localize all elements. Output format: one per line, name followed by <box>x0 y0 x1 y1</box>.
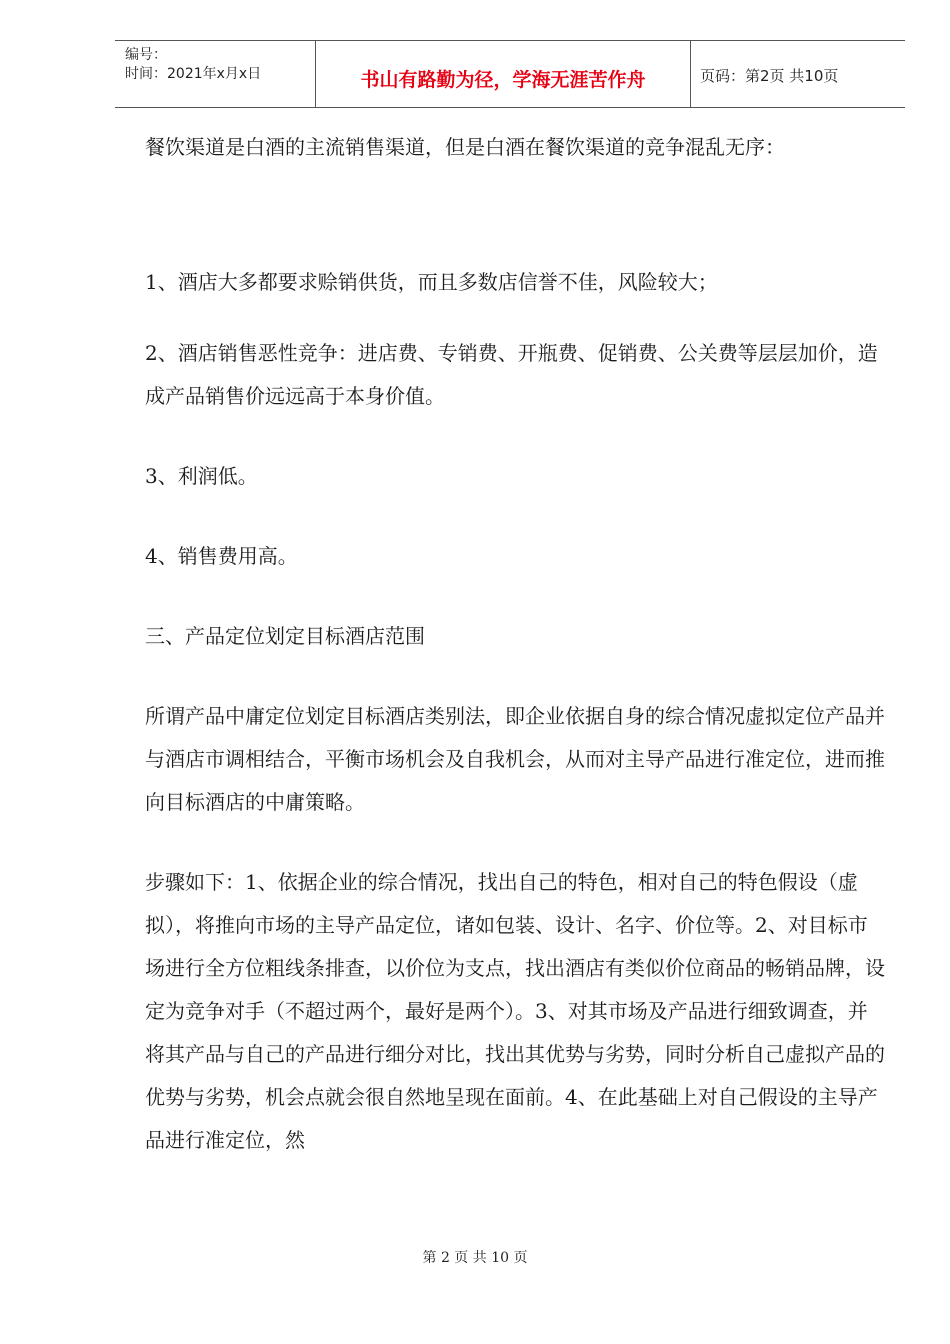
paragraph-item-1: 1、酒店大多都要求赊销供货，而且多数店信誉不佳，风险较大； <box>145 270 718 294</box>
header-page-info: 页码：第2页 共10页 <box>700 67 839 85</box>
header-meta-cell <box>115 41 315 107</box>
paragraph-item-3: 3、利润低。 <box>145 464 258 488</box>
paragraph-item-2: 2、酒店销售恶性竞争：进店费、专销费、开瓶费、促销费、公关费等层层加价，造成产品销售价远远高于本身价值。 <box>145 341 878 408</box>
paragraph-intro: 餐饮渠道是白酒的主流销售渠道，但是白酒在餐饮渠道的竞争混乱无序： <box>145 135 785 159</box>
paragraph-definition: 所谓产品中庸定位划定目标酒店类别法，即企业依据自身的综合情况虚拟定位产品并与酒店市调相结合，平衡市场机会及自我机会，从而对主导产品进行准定位，进而推向目标酒店的中庸策略。 <box>145 704 885 814</box>
document-body <box>145 126 885 1162</box>
header-page-cell <box>690 41 905 107</box>
paragraph-steps: 步骤如下：1、依据企业的综合情况，找出自己的特色，相对自己的特色假设（虚拟），将推向市场的主导产品定位，诸如包装、设计、名字、价位等。2、对目标市场进行全方位粗线条排查，以价位为支点，找出酒店有类似价位商品的畅销品牌，设定为竞争对手（不超过两个，最好是两个）。3、对其市场及产品进行细致调查，并将其产品与自己的产品进行细分对比，找出其优势与劣势，同时分析自己虚拟产品的优势与劣势，机会点就会很自然地呈现在面前。4、在此基础上对自己假设的主导产品进行准定位，然 <box>145 870 885 1152</box>
paragraph-item-4: 4、销售费用高。 <box>145 544 298 568</box>
page-header <box>115 40 905 108</box>
document-number-label: 编号： <box>125 47 167 63</box>
header-motto-cell <box>315 41 691 107</box>
page-footer: 第 2 页 共 10 页 <box>422 1250 528 1266</box>
section-heading-3: 三、产品定位划定目标酒店范围 <box>145 624 425 648</box>
header-motto: 书山有路勤为径，学海无涯苦作舟 <box>360 69 646 91</box>
document-time-label: 时间：2021年x月x日 <box>125 66 262 82</box>
